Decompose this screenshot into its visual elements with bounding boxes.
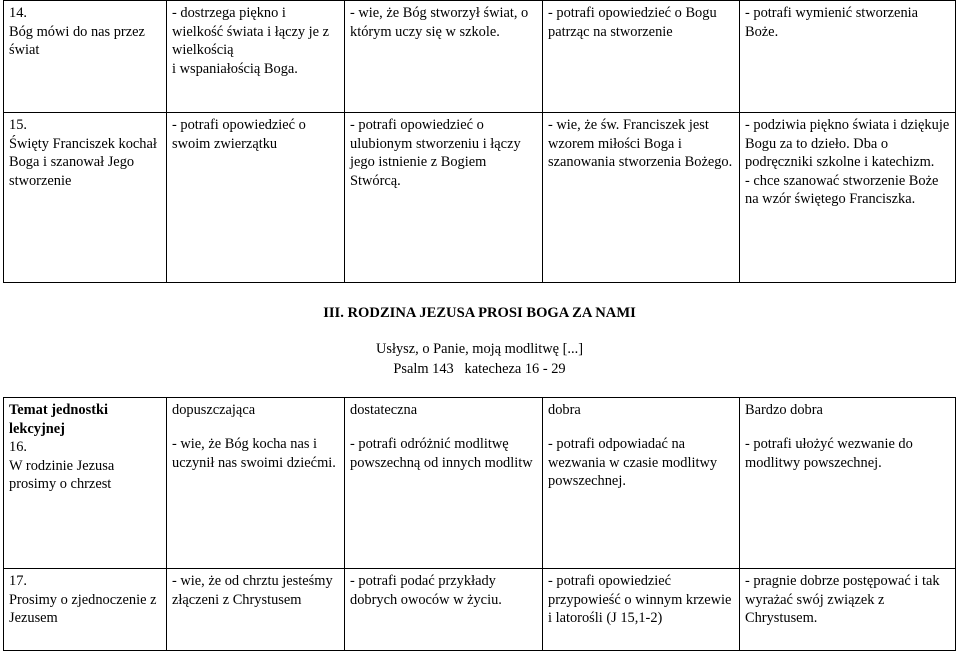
- section-title: III. RODZINA JEZUSA PROSI BOGA ZA NAMI: [323, 305, 636, 321]
- topic-cell: [4, 113, 167, 283]
- topic-title: Święty Franciszek kochał Boga i szanował Jego stworzenie: [9, 135, 157, 189]
- criteria-cell: [345, 569, 543, 651]
- criteria-text: - podziwia piękno świata i dziękuje Bogu za to dzieło. Dba o podręczniki szkolne i katechizm.: [745, 117, 950, 170]
- criteria-text: - pragnie dobrze postępować i tak wyrażać swój związek z Chrystusem.: [745, 573, 940, 626]
- criteria-cell: [167, 569, 345, 651]
- criteria-text: - wie, że Bóg kocha nas i uczynił nas swoimi dziećmi.: [172, 436, 336, 471]
- criteria-cell: [345, 1, 543, 113]
- psalm-reference: Psalm 143: [393, 361, 454, 377]
- table-row: [4, 398, 956, 569]
- topic-title: W rodzinie Jezusa prosimy o chrzest: [9, 457, 115, 492]
- column-header-topic: Temat jednostki lekcyjnej: [9, 402, 109, 437]
- table-knowledge-criteria-2: [3, 397, 956, 651]
- topic-title: Prosimy o zjednoczenie z Jezusem: [9, 591, 157, 626]
- level-header: dobra: [548, 402, 581, 418]
- criteria-cell: [543, 1, 740, 113]
- criteria-cell: [740, 569, 956, 651]
- criteria-cell: [543, 569, 740, 651]
- criteria-cell: [740, 113, 956, 283]
- criteria-text: - potrafi odróżnić modlitwę powszechną od innych modlitw: [350, 436, 533, 471]
- topic-title: Bóg mówi do nas przez świat: [9, 23, 145, 58]
- criteria-text: - potrafi opowiedzieć o ulubionym stworzeniu i łączy jego istnienie z Bogiem Stwórcą.: [350, 117, 521, 189]
- criteria-cell: [345, 113, 543, 283]
- criteria-text: - dostrzega piękno i wielkość świata i łączy je z wielkością: [172, 5, 330, 58]
- criteria-cell: [167, 1, 345, 113]
- topic-cell: [4, 398, 167, 569]
- table-row: [4, 569, 956, 651]
- criteria-cell: [345, 398, 543, 569]
- level-header: dostateczna: [350, 402, 418, 418]
- criteria-text: - potrafi ułożyć wezwanie do modlitwy powszechnej.: [745, 436, 913, 471]
- criteria-cell: [167, 398, 345, 569]
- criteria-cell: [543, 398, 740, 569]
- topic-cell: [4, 569, 167, 651]
- topic-number: 14.: [9, 5, 27, 21]
- table-row: [4, 113, 956, 283]
- table-knowledge-criteria-1: [3, 0, 956, 283]
- criteria-cell: [543, 113, 740, 283]
- criteria-text: - potrafi opowiedzieć o swoim zwierzątku: [172, 117, 306, 152]
- criteria-cell: [740, 398, 956, 569]
- criteria-text: - wie, że od chrztu jesteśmy złączeni z Chrystusem: [172, 573, 333, 608]
- topic-number: 15.: [9, 117, 27, 133]
- catechesis-range: katecheza 16 - 29: [464, 361, 566, 377]
- criteria-text: i wspaniałością Boga.: [172, 60, 298, 77]
- table-row: [4, 1, 956, 113]
- level-header: dopuszczająca: [172, 402, 256, 418]
- criteria-text: - potrafi odpowiadać na wezwania w czasie modlitwy powszechnej.: [548, 436, 718, 489]
- section-psalm-line: [0, 360, 959, 379]
- criteria-text: - potrafi wymienić stworzenia Boże.: [745, 5, 919, 40]
- criteria-text: - potrafi opowiedzieć o Bogu patrząc na stworzenie: [548, 5, 717, 40]
- level-header: Bardzo dobra: [745, 402, 823, 418]
- criteria-text: - potrafi podać przykłady dobrych owoców w życiu.: [350, 573, 502, 608]
- topic-cell: [4, 1, 167, 113]
- criteria-text: - wie, że św. Franciszek jest wzorem miłości Boga i szanowania stworzenia Bożego.: [548, 117, 733, 170]
- criteria-text: - wie, że Bóg stworzył świat, o którym uczy się w szkole.: [350, 5, 529, 40]
- topic-number: 17.: [9, 573, 27, 589]
- criteria-cell: [740, 1, 956, 113]
- criteria-cell: [167, 113, 345, 283]
- criteria-text: - chce szanować stworzenie Boże na wzór świętego Franciszka.: [745, 172, 939, 207]
- section-quote: Usłysz, o Panie, moją modlitwę [...]: [375, 341, 584, 357]
- criteria-text: - potrafi opowiedzieć przypowieść o winnym krzewie i latorośli (J 15,1-2): [548, 573, 732, 626]
- topic-number: 16.: [9, 439, 27, 455]
